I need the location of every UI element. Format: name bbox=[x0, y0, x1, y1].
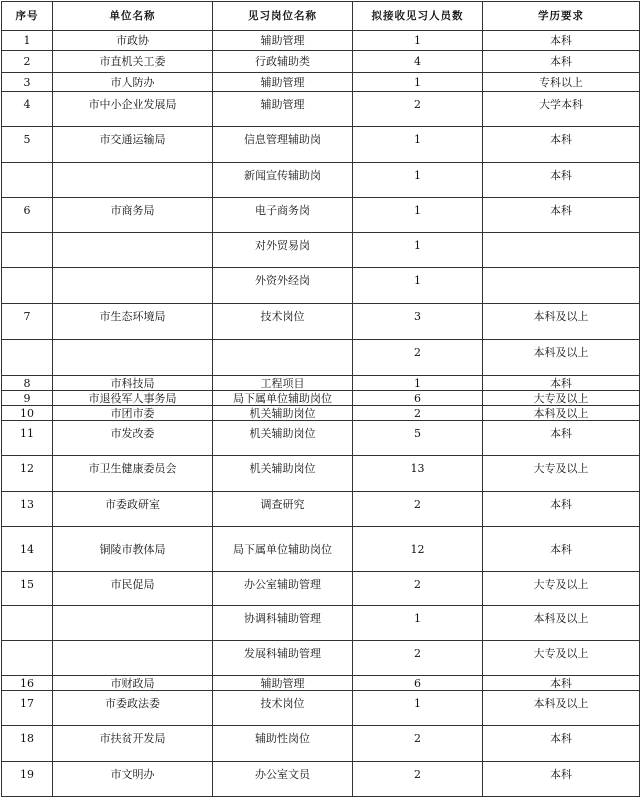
cell-education-requirement bbox=[483, 268, 640, 304]
cell-unit-name: 市政协 bbox=[53, 31, 213, 51]
table-row bbox=[2, 127, 640, 163]
table-row bbox=[2, 92, 640, 127]
cell-serial-number bbox=[2, 233, 53, 268]
header-post-name: 见习岗位名称 bbox=[213, 2, 353, 31]
cell-unit-name: 市中小企业发展局 bbox=[53, 92, 213, 127]
cell-serial-number bbox=[2, 268, 53, 304]
cell-post-name: 辅助管理 bbox=[213, 92, 353, 127]
cell-post-name: 对外贸易岗 bbox=[213, 233, 353, 268]
cell-post-name: 电子商务岗 bbox=[213, 198, 353, 233]
cell-post-name: 办公室文员 bbox=[213, 762, 353, 797]
table-row bbox=[2, 304, 640, 340]
table-row bbox=[2, 268, 640, 304]
cell-post-name: 局下属单位辅助岗位 bbox=[213, 527, 353, 572]
cell-education-requirement: 本科 bbox=[483, 51, 640, 73]
cell-intake-count: 3 bbox=[353, 304, 483, 340]
cell-education-requirement: 本科及以上 bbox=[483, 691, 640, 726]
header-unit-name: 单位名称 bbox=[53, 2, 213, 31]
cell-unit-name: 市民促局 bbox=[53, 572, 213, 606]
cell-unit-name bbox=[53, 163, 213, 198]
cell-unit-name: 市交通运输局 bbox=[53, 127, 213, 163]
cell-education-requirement: 本科及以上 bbox=[483, 606, 640, 641]
cell-education-requirement: 大专及以上 bbox=[483, 572, 640, 606]
cell-intake-count: 1 bbox=[353, 268, 483, 304]
cell-education-requirement: 本科 bbox=[483, 127, 640, 163]
cell-post-name: 局下属单位辅助岗位 bbox=[213, 391, 353, 406]
header-row bbox=[2, 2, 640, 31]
cell-intake-count: 1 bbox=[353, 691, 483, 726]
cell-unit-name: 市财政局 bbox=[53, 676, 213, 691]
table-row bbox=[2, 691, 640, 726]
cell-post-name: 协调科辅助管理 bbox=[213, 606, 353, 641]
table-row bbox=[2, 456, 640, 492]
cell-education-requirement: 本科 bbox=[483, 31, 640, 51]
cell-post-name: 调查研究 bbox=[213, 492, 353, 527]
cell-serial-number: 17 bbox=[2, 691, 53, 726]
cell-intake-count: 4 bbox=[353, 51, 483, 73]
cell-intake-count: 1 bbox=[353, 127, 483, 163]
cell-serial-number: 11 bbox=[2, 421, 53, 456]
cell-post-name: 外资外经岗 bbox=[213, 268, 353, 304]
cell-unit-name: 市商务局 bbox=[53, 198, 213, 233]
cell-unit-name: 铜陵市教体局 bbox=[53, 527, 213, 572]
table-row bbox=[2, 198, 640, 233]
cell-education-requirement: 本科 bbox=[483, 376, 640, 391]
cell-education-requirement: 本科 bbox=[483, 421, 640, 456]
cell-intake-count: 1 bbox=[353, 31, 483, 51]
table-row bbox=[2, 340, 640, 376]
header-education-requirement: 学历要求 bbox=[483, 2, 640, 31]
cell-serial-number: 5 bbox=[2, 127, 53, 163]
table-row bbox=[2, 676, 640, 691]
table-row bbox=[2, 376, 640, 391]
cell-post-name: 新闻宣传辅助岗 bbox=[213, 163, 353, 198]
cell-serial-number: 19 bbox=[2, 762, 53, 797]
cell-unit-name: 市科技局 bbox=[53, 376, 213, 391]
cell-serial-number: 8 bbox=[2, 376, 53, 391]
table-row bbox=[2, 726, 640, 762]
cell-intake-count: 5 bbox=[353, 421, 483, 456]
cell-intake-count: 6 bbox=[353, 676, 483, 691]
table-row bbox=[2, 572, 640, 606]
cell-unit-name: 市委政研室 bbox=[53, 492, 213, 527]
cell-intake-count: 2 bbox=[353, 641, 483, 676]
cell-serial-number bbox=[2, 606, 53, 641]
cell-post-name bbox=[213, 340, 353, 376]
cell-serial-number: 4 bbox=[2, 92, 53, 127]
header-intake-count: 拟接收见习人员数 bbox=[353, 2, 483, 31]
cell-serial-number: 3 bbox=[2, 73, 53, 92]
table-row bbox=[2, 73, 640, 92]
cell-intake-count: 2 bbox=[353, 92, 483, 127]
cell-education-requirement: 大学本科 bbox=[483, 92, 640, 127]
cell-serial-number bbox=[2, 641, 53, 676]
cell-post-name: 技术岗位 bbox=[213, 304, 353, 340]
cell-post-name: 信息管理辅助岗 bbox=[213, 127, 353, 163]
cell-unit-name bbox=[53, 268, 213, 304]
cell-intake-count: 1 bbox=[353, 376, 483, 391]
cell-intake-count: 1 bbox=[353, 233, 483, 268]
cell-unit-name bbox=[53, 641, 213, 676]
cell-unit-name bbox=[53, 233, 213, 268]
cell-education-requirement: 本科及以上 bbox=[483, 340, 640, 376]
cell-unit-name: 市生态环境局 bbox=[53, 304, 213, 340]
cell-intake-count: 1 bbox=[353, 73, 483, 92]
cell-education-requirement: 本科 bbox=[483, 762, 640, 797]
cell-intake-count: 6 bbox=[353, 391, 483, 406]
cell-unit-name: 市人防办 bbox=[53, 73, 213, 92]
cell-post-name: 工程项目 bbox=[213, 376, 353, 391]
cell-education-requirement: 本科 bbox=[483, 163, 640, 198]
cell-education-requirement: 本科及以上 bbox=[483, 304, 640, 340]
cell-education-requirement: 大专及以上 bbox=[483, 391, 640, 406]
cell-post-name: 发展科辅助管理 bbox=[213, 641, 353, 676]
cell-unit-name: 市扶贫开发局 bbox=[53, 726, 213, 762]
cell-unit-name: 市直机关工委 bbox=[53, 51, 213, 73]
cell-intake-count: 1 bbox=[353, 606, 483, 641]
cell-serial-number: 2 bbox=[2, 51, 53, 73]
cell-serial-number: 7 bbox=[2, 304, 53, 340]
cell-post-name: 行政辅助类 bbox=[213, 51, 353, 73]
cell-post-name: 辅助管理 bbox=[213, 676, 353, 691]
cell-post-name: 辅助管理 bbox=[213, 73, 353, 92]
cell-serial-number bbox=[2, 163, 53, 198]
cell-unit-name: 市退役军人事务局 bbox=[53, 391, 213, 406]
table-row bbox=[2, 51, 640, 73]
cell-post-name: 机关辅助岗位 bbox=[213, 456, 353, 492]
cell-post-name: 机关辅助岗位 bbox=[213, 421, 353, 456]
table-body bbox=[2, 31, 640, 797]
cell-post-name: 办公室辅助管理 bbox=[213, 572, 353, 606]
table-row bbox=[2, 527, 640, 572]
cell-education-requirement: 本科 bbox=[483, 527, 640, 572]
cell-serial-number: 15 bbox=[2, 572, 53, 606]
cell-unit-name: 市文明办 bbox=[53, 762, 213, 797]
cell-education-requirement: 专科以上 bbox=[483, 73, 640, 92]
cell-serial-number: 10 bbox=[2, 406, 53, 421]
table-row bbox=[2, 421, 640, 456]
table-row bbox=[2, 163, 640, 198]
cell-post-name: 技术岗位 bbox=[213, 691, 353, 726]
table-row bbox=[2, 233, 640, 268]
table-row bbox=[2, 606, 640, 641]
cell-serial-number: 16 bbox=[2, 676, 53, 691]
cell-education-requirement: 本科 bbox=[483, 676, 640, 691]
table-row bbox=[2, 31, 640, 51]
table-row bbox=[2, 406, 640, 421]
table-row bbox=[2, 492, 640, 527]
cell-intake-count: 2 bbox=[353, 726, 483, 762]
table-row bbox=[2, 762, 640, 797]
cell-post-name: 机关辅助岗位 bbox=[213, 406, 353, 421]
cell-serial-number: 12 bbox=[2, 456, 53, 492]
cell-intake-count: 13 bbox=[353, 456, 483, 492]
cell-education-requirement: 本科 bbox=[483, 198, 640, 233]
cell-unit-name: 市卫生健康委员会 bbox=[53, 456, 213, 492]
cell-serial-number: 18 bbox=[2, 726, 53, 762]
cell-post-name: 辅助管理 bbox=[213, 31, 353, 51]
cell-unit-name: 市委政法委 bbox=[53, 691, 213, 726]
cell-education-requirement: 本科及以上 bbox=[483, 406, 640, 421]
cell-serial-number: 9 bbox=[2, 391, 53, 406]
cell-education-requirement: 大专及以上 bbox=[483, 641, 640, 676]
cell-serial-number: 14 bbox=[2, 527, 53, 572]
cell-unit-name bbox=[53, 340, 213, 376]
cell-intake-count: 2 bbox=[353, 406, 483, 421]
cell-education-requirement: 大专及以上 bbox=[483, 456, 640, 492]
cell-education-requirement bbox=[483, 233, 640, 268]
cell-serial-number: 13 bbox=[2, 492, 53, 527]
table-row bbox=[2, 391, 640, 406]
header-serial-number: 序号 bbox=[2, 2, 53, 31]
cell-post-name: 辅助性岗位 bbox=[213, 726, 353, 762]
cell-serial-number bbox=[2, 340, 53, 376]
table-row bbox=[2, 641, 640, 676]
cell-serial-number: 6 bbox=[2, 198, 53, 233]
cell-intake-count: 1 bbox=[353, 163, 483, 198]
cell-intake-count: 2 bbox=[353, 762, 483, 797]
cell-unit-name bbox=[53, 606, 213, 641]
cell-intake-count: 2 bbox=[353, 572, 483, 606]
internship-positions-table bbox=[1, 1, 640, 797]
cell-serial-number: 1 bbox=[2, 31, 53, 51]
cell-intake-count: 2 bbox=[353, 492, 483, 527]
cell-unit-name: 市团市委 bbox=[53, 406, 213, 421]
cell-education-requirement: 本科 bbox=[483, 726, 640, 762]
cell-intake-count: 12 bbox=[353, 527, 483, 572]
cell-intake-count: 1 bbox=[353, 198, 483, 233]
cell-education-requirement: 本科 bbox=[483, 492, 640, 527]
cell-intake-count: 2 bbox=[353, 340, 483, 376]
cell-unit-name: 市发改委 bbox=[53, 421, 213, 456]
